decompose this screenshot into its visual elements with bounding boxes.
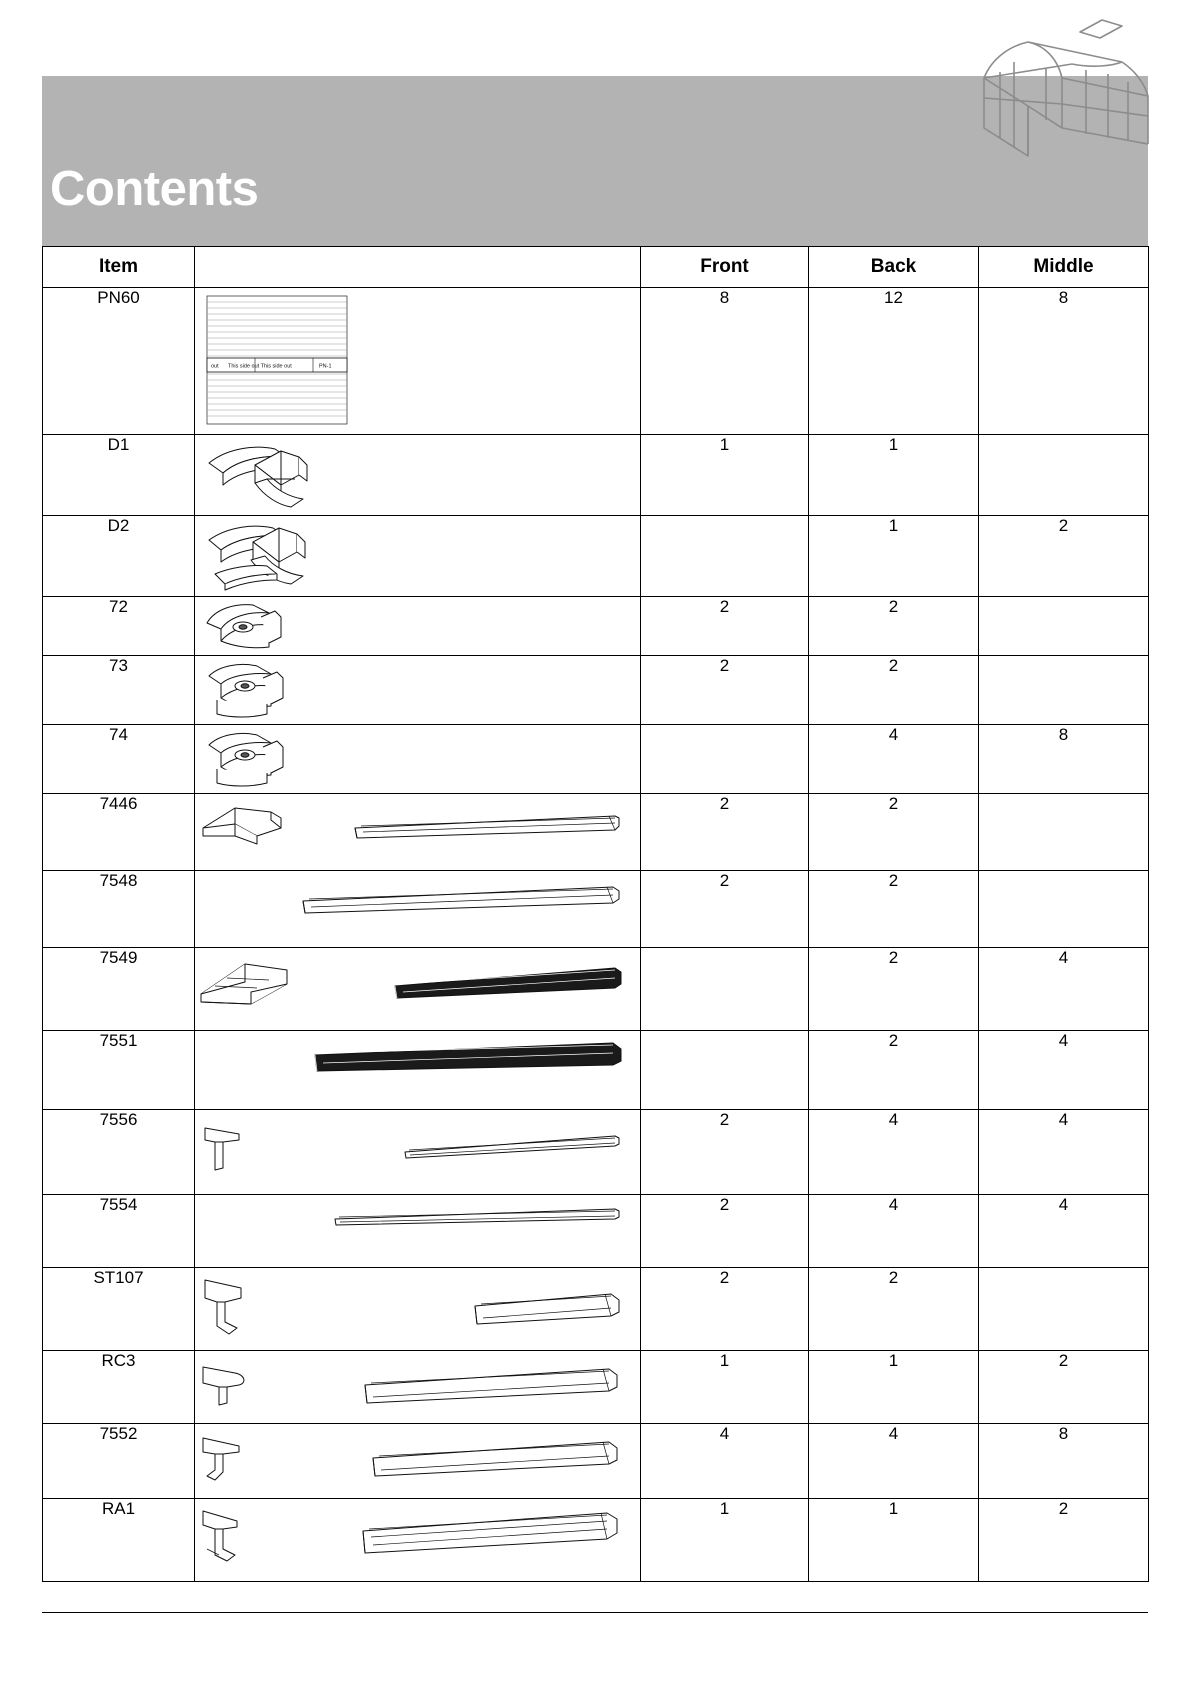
column-header-item: Item [43, 247, 195, 288]
table-row [43, 1268, 1149, 1351]
svg-text:This side out This side out: This side out This side out [228, 363, 292, 370]
row-qty-back: 1 [809, 516, 979, 597]
row-qty-middle [979, 794, 1149, 871]
profile-7551-icon [195, 1031, 641, 1110]
table-row [43, 1499, 1149, 1582]
row-qty-middle: 8 [979, 725, 1149, 794]
column-header-middle: Middle [979, 247, 1149, 288]
row-qty-back: 2 [809, 1031, 979, 1110]
contents-table [42, 246, 1149, 1582]
row-qty-middle: 2 [979, 1351, 1149, 1424]
row-qty-middle [979, 435, 1149, 516]
row-qty-front: 2 [641, 871, 809, 948]
row-qty-middle [979, 656, 1149, 725]
row-item-label: 7552 [43, 1424, 195, 1499]
row-qty-front: 1 [641, 1499, 809, 1582]
column-header-image [195, 247, 641, 288]
row-qty-back: 1 [809, 1351, 979, 1424]
greenhouse-icon [962, 10, 1162, 170]
row-qty-middle: 8 [979, 1424, 1149, 1499]
row-item-label: 73 [43, 656, 195, 725]
bracket-d1-icon [195, 435, 641, 516]
page-title: Contents [50, 162, 259, 216]
bracket-d2-icon [195, 516, 641, 597]
row-qty-back: 2 [809, 597, 979, 656]
profile-7548-icon [195, 871, 641, 948]
table-row [43, 656, 1149, 725]
row-qty-front [641, 1031, 809, 1110]
row-qty-middle: 2 [979, 516, 1149, 597]
column-header-back: Back [809, 247, 979, 288]
profile-rc3-icon [195, 1351, 641, 1424]
polycarbonate-panel-icon [195, 288, 641, 435]
row-qty-back: 1 [809, 1499, 979, 1582]
row-qty-back: 12 [809, 288, 979, 435]
row-qty-middle: 2 [979, 1499, 1149, 1582]
row-qty-front: 4 [641, 1424, 809, 1499]
table-row [43, 435, 1149, 516]
row-qty-middle [979, 871, 1149, 948]
table-row [43, 597, 1149, 656]
row-qty-front: 8 [641, 288, 809, 435]
row-qty-front: 2 [641, 597, 809, 656]
svg-text:out: out [211, 363, 219, 370]
table-row [43, 516, 1149, 597]
column-header-front: Front [641, 247, 809, 288]
row-item-label: 7551 [43, 1031, 195, 1110]
row-qty-back: 2 [809, 1268, 979, 1351]
clip-72-icon [195, 597, 641, 656]
row-qty-back: 2 [809, 948, 979, 1031]
profile-7552-icon [195, 1424, 641, 1499]
table-row [43, 871, 1149, 948]
row-item-label: 72 [43, 597, 195, 656]
profile-ra1-icon [195, 1499, 641, 1582]
row-qty-front: 2 [641, 1195, 809, 1268]
row-item-label: 7549 [43, 948, 195, 1031]
row-qty-front [641, 725, 809, 794]
table-row [43, 794, 1149, 871]
row-qty-front [641, 516, 809, 597]
row-item-label: RA1 [43, 1499, 195, 1582]
row-item-label: ST107 [43, 1268, 195, 1351]
row-qty-back: 4 [809, 725, 979, 794]
row-item-label: D1 [43, 435, 195, 516]
clip-74-icon [195, 725, 641, 794]
row-qty-front [641, 948, 809, 1031]
row-qty-middle [979, 597, 1149, 656]
row-item-label: D2 [43, 516, 195, 597]
table-row [43, 948, 1149, 1031]
svg-text:PN-1: PN-1 [319, 363, 332, 370]
row-qty-front: 2 [641, 794, 809, 871]
row-qty-back: 2 [809, 794, 979, 871]
row-qty-front: 2 [641, 1268, 809, 1351]
row-item-label: RC3 [43, 1351, 195, 1424]
row-qty-middle: 4 [979, 1195, 1149, 1268]
row-item-label: 7556 [43, 1110, 195, 1195]
row-item-label: 7446 [43, 794, 195, 871]
profile-7556-icon [195, 1110, 641, 1195]
row-item-label: PN60 [43, 288, 195, 435]
row-qty-middle [979, 1268, 1149, 1351]
row-qty-back: 1 [809, 435, 979, 516]
table-row [43, 1031, 1149, 1110]
profile-st107-icon [195, 1268, 641, 1351]
table-header-row [43, 247, 1149, 288]
row-qty-back: 4 [809, 1424, 979, 1499]
row-qty-front: 2 [641, 656, 809, 725]
table-row [43, 1351, 1149, 1424]
profile-7549-icon [195, 948, 641, 1031]
row-qty-front: 1 [641, 435, 809, 516]
row-qty-front: 2 [641, 1110, 809, 1195]
table-row [43, 1110, 1149, 1195]
table-row [43, 288, 1149, 435]
footer-divider [42, 1612, 1148, 1613]
row-qty-middle: 4 [979, 948, 1149, 1031]
row-qty-middle: 8 [979, 288, 1149, 435]
table-row [43, 1195, 1149, 1268]
row-qty-back: 2 [809, 871, 979, 948]
table-row [43, 1424, 1149, 1499]
clip-73-icon [195, 656, 641, 725]
row-item-label: 7554 [43, 1195, 195, 1268]
row-qty-back: 4 [809, 1110, 979, 1195]
row-item-label: 74 [43, 725, 195, 794]
profile-7554-icon [195, 1195, 641, 1268]
row-item-label: 7548 [43, 871, 195, 948]
row-qty-back: 2 [809, 656, 979, 725]
row-qty-front: 1 [641, 1351, 809, 1424]
row-qty-middle: 4 [979, 1031, 1149, 1110]
row-qty-back: 4 [809, 1195, 979, 1268]
profile-7446-icon [195, 794, 641, 871]
row-qty-middle: 4 [979, 1110, 1149, 1195]
table-row [43, 725, 1149, 794]
